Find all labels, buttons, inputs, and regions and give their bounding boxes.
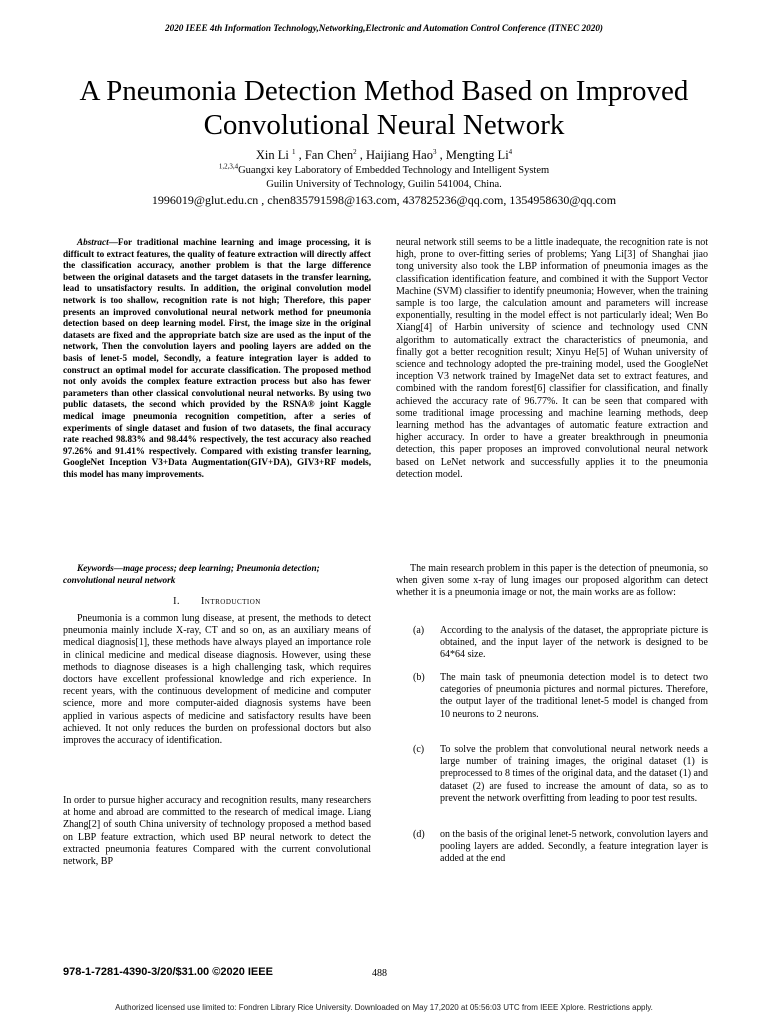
author-emails: 1996019@glut.edu.cn , chen835791598@163.com, 437825236@qq.com, 1354958630@qq.com xyxy=(151,193,617,207)
list-item-text: To solve the problem that convolutional neural network needs a large number of training images, the original dataset (1) is preprocessed to 8 times of the original data, and the dataset (1) and dataset (2) are fused to increase the amount of data, so as to prevent the network overfitting from leading to poor test results. xyxy=(440,744,708,804)
section-heading-introduction xyxy=(63,596,371,607)
paragraph-text: In order to pursue higher accuracy and recognition results, many researchers at home and abroad are committed to the research of medical image. Liang Zhang[2] of south China university of technology proposed a method based on LBP feature extraction, which used BP neural network to detect the extracted pneumonia features Compared with the current convolutional network, BP xyxy=(63,795,371,868)
abstract-text: —For traditional machine learning and image processing, it is difficult to extract features, the quality of feature extraction will directly affect the classification accuracy, another problem is that the large difference between the original datasets and the target datasets in the transfer learning, lead to unsatisfactory results. In addition, the original convolution model network is too shallow, recognition rate is not high; Therefore, this paper presents an improved convolutional neural network method for pneumonia detection based on deep learning model. First, the image size in the original datasets are fixed and the appropriate batch size are used as the input of the network, Then the convolution layers and pooling layers are added on the basis of lenet-5 model, Secondly, a feature integration layer is added to construct an optimal model for accurate classification. The proposed method not only avoids the complex feature extraction process but also has fewer parameters than other classical convolutional neural networks. By using two public datasets, the second which provided by the RSNA® joint Kaggle medical image pneumonia recognition competition, after a series of experiments of single dataset and fusion of two datasets, the final accuracy rate reached 98.83% and 98.44% respectively, the test accuracy also reached 97.26% and 91.41% respectively. Compared with existing transfer learning, GoogleNet Inception V3+Data Augmentation(GIV+DA), GIV3+RF models, this model has many improvements. xyxy=(63,237,371,479)
paragraph-text: Pneumonia is a common lung disease, at present, the methods to detect pneumonia mainly include X-ray, CT and so on, as an auxiliary means of medical diagnosis[1], these methods have always played an importance role in clinical medicine and medical disease diagnosis. However, using these methods to diagnose diseases is a high challenging task, which requires doctors have excellent professional knowledge and rich experience. In recent years, with the continuous development of medicine and computer science, more and more computer-aided diagnosis systems have been applied in various aspects of medicine and satisfactory results have been achieved. It not only reduces the burden on professional doctors but also improves the accuracy of identification. xyxy=(63,613,371,747)
section-title: Introduction xyxy=(200,596,261,607)
conference-header: 2020 IEEE 4th Information Technology,Networking,Electronic and Automation Control Conference (ITNEC 2020) xyxy=(165,23,603,33)
affiliation-line-1 xyxy=(0,164,768,177)
author-superscript: 3 xyxy=(432,147,437,156)
intro-paragraph-1 xyxy=(63,613,371,747)
list-item xyxy=(413,672,708,721)
isbn-footer: 978-1-7281-4390-3/20/$31.00 ©2020 IEEE xyxy=(63,966,273,978)
list-item-label: (d) xyxy=(413,829,425,840)
abstract-label: Abstract xyxy=(77,237,109,247)
paragraph-text: The main research problem in this paper is the detection of pneumonia, so when given some x-ray of lung images our proposed algorithm can detect whether it is a pneumonia image or not, the main works are as follow: xyxy=(396,563,708,599)
paper-title-line-2: Convolutional Neural Network xyxy=(203,109,565,141)
keywords-text: —mage process; deep learning; Pneumonia detection; convolutional neural network xyxy=(63,563,320,585)
paragraph-text: neural network still seems to be a little inadequate, the recognition rate is not high, prone to over-fitting series of problems; Yang Li[3] of Shanghai jiao tong university also took the LBP information of pneumonia images as the classification identification feature, and combined it with the Support Vector Machine (SVM) classifier to identify pneumonia; However, when the training sample is too large, the calculation amount and parameters will increase exponentially, resulting in the model effect is not particularly ideal; Wen Bo Xiang[4] of Harbin university of science and technology used CNN algorithm to automatically extract the characteristics of pneumonia, and finally got a better recognition result; Xinyu He[5] of Wuhan university of science and technology adopted the pre-training model, used the GoogleNet inception V3 network trained by ImageNet data set to extract features, and combined with the random forest[6] classifier for classification, and finally achieved the accuracy rate of 96.77%. It can be seen that compared with some traditional image processing and machine learning methods, deep learning method has the advantages of automatic feature extraction and higher accuracy. In order to have a greater breakthrough in pneumonia detection, this paper proposes an improved convolutional neural network based on LeNet network and successfully applies it to the pneumonia detection model. xyxy=(396,237,708,480)
intro-paragraph-4 xyxy=(396,563,708,600)
author-list: Xin Li $^1$ , Fan Chen$^2$ , Haijiang Hao$^3$ , Mengting Li$^4$ xyxy=(255,147,513,162)
list-item-label: (b) xyxy=(413,672,425,683)
keywords xyxy=(63,563,371,586)
list-item-text: The main task of pneumonia detection model is to detect two categories of pneumonia pictures and normal pictures. Therefore, the output layer of the traditional lenet-5 model is changed from 10 neurons to 2 neurons. xyxy=(440,672,708,720)
author-name: Mengting Li xyxy=(445,148,509,162)
list-item-text: on the basis of the original lenet-5 network, convolution layers and pooling layers are added. Secondly, a feature integration layer is added at the end xyxy=(440,829,708,865)
list-item xyxy=(413,625,708,662)
keywords-label: Keywords xyxy=(77,563,114,573)
author-name: Haijiang Hao xyxy=(365,148,433,162)
intro-paragraph-2 xyxy=(63,795,371,868)
affiliation-lab: Guangxi key Laboratory of Embedded Technology and Intelligent System xyxy=(238,165,550,176)
paper-title xyxy=(30,74,738,142)
list-item-text: According to the analysis of the dataset, the appropriate picture is obtained, and the input layer of the network is designed to be 64*64 size. xyxy=(440,625,708,661)
page-number: 488 xyxy=(372,968,387,979)
author-superscript: 2 xyxy=(353,147,357,156)
paper-title-line-1: A Pneumonia Detection Method Based on Improved xyxy=(79,75,689,107)
author-superscript: 4 xyxy=(508,147,513,156)
affiliation-line-2: Guilin University of Technology, Guilin 541004, China. xyxy=(266,179,502,190)
author-name: Fan Chen xyxy=(304,148,354,162)
section-number: I. xyxy=(173,596,180,607)
abstract xyxy=(63,237,371,480)
list-item-label: (c) xyxy=(413,744,425,755)
list-item xyxy=(413,829,708,866)
list-item xyxy=(413,744,708,805)
authorized-use-notice: Authorized licensed use limited to: Fondren Library Rice University. Downloaded on May 17,2020 at 05:56:03 UTC from IEEE Xplore. Restrictions apply. xyxy=(115,1003,653,1012)
intro-paragraph-3 xyxy=(396,237,708,481)
author-superscript: 1 xyxy=(291,147,296,156)
author-name: Xin Li xyxy=(255,148,289,162)
affiliation-superscript: 1,2,3,4 xyxy=(218,162,239,171)
list-item-label: (a) xyxy=(413,625,425,636)
